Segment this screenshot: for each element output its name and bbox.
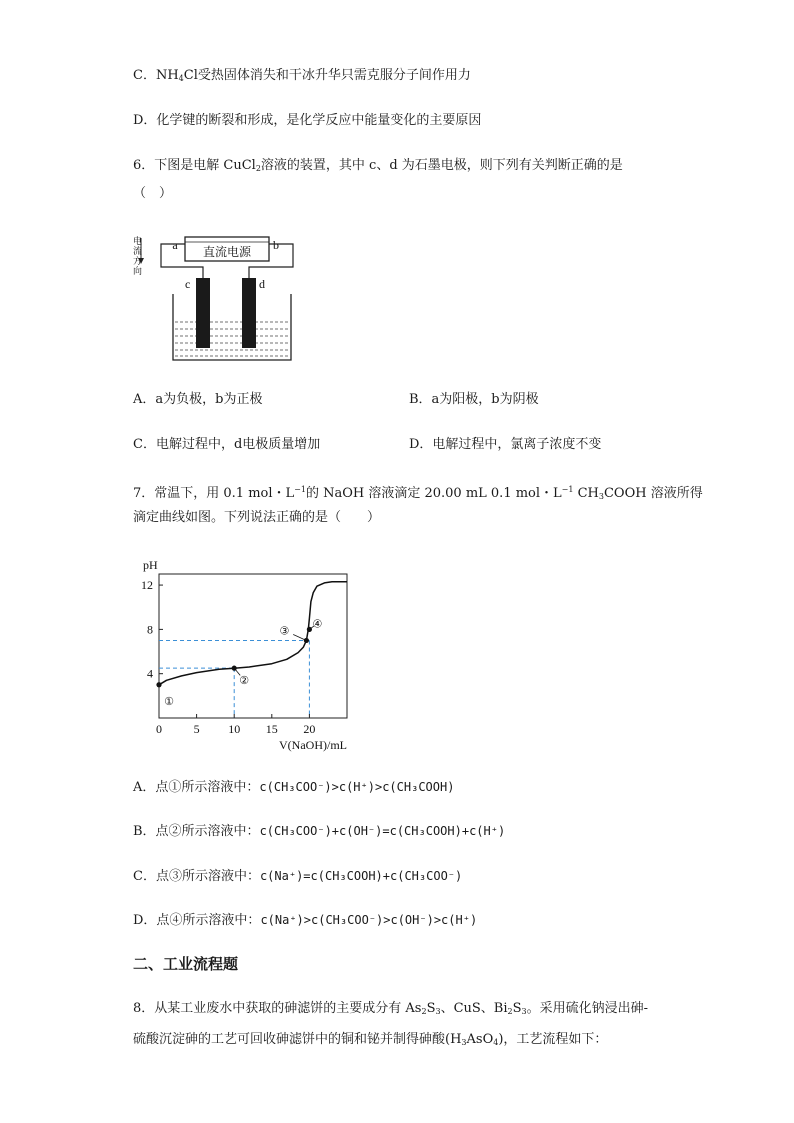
y-tick-label: 4: [147, 666, 153, 681]
terminal-a-label: a: [172, 238, 178, 252]
q8-l1-s4: 3: [521, 1007, 527, 1016]
q7-option-b-prefix: B．点②所示溶液中：: [133, 824, 260, 839]
power-supply-label: 直流电源: [202, 245, 252, 259]
q7-stem-a: 7．常温下，用 0.1 mol・L: [133, 486, 295, 501]
q8-l1-a: 8．从某工业废水中获取的砷滤饼的主要成分有 As: [133, 1001, 422, 1016]
x-axis-label: V(NaOH)/mL: [279, 738, 347, 752]
q8-l1-d: S: [512, 1001, 522, 1016]
electrode-c-label: c: [185, 277, 191, 291]
x-tick-label: 10: [228, 722, 241, 736]
q8-l2-a: 硫酸沉淀砷的工艺可回收砷滤饼中的铜和铋并制得砷酸(H: [133, 1032, 462, 1047]
electrolysis-apparatus-figure: [133, 232, 298, 367]
q8-l2-s1: 3: [461, 1038, 467, 1047]
y-tick-label: 12: [141, 578, 153, 593]
x-tick-label: 5: [193, 722, 200, 736]
q7-option-b: [133, 822, 505, 841]
q7-stem-sup1: −1: [294, 485, 306, 494]
q5-option-d: D．化学键的断裂和形成，是化学反应中能量变化的主要原因: [133, 113, 482, 128]
q7-option-b-formula: c(CH₃COO⁻)+c(OH⁻)=c(CH₃COOH)+c(H⁺): [259, 824, 506, 838]
x-tick-label: 20: [303, 722, 316, 736]
q7-option-c-prefix: C．点③所示溶液中：: [133, 869, 260, 884]
q7-stem-b: 的 NaOH 溶液滴定 20.00 mL 0.1 mol・L: [305, 486, 562, 501]
q6-answer-parens: （ ）: [133, 186, 173, 201]
titration-curve: [159, 582, 347, 688]
q6-stem: [133, 157, 623, 178]
q5-option-c-sub: 4: [178, 74, 184, 83]
q8-l1-s3: 2: [507, 1007, 513, 1016]
q6-option-c: C．电解过程中，d电极质量增加: [133, 437, 321, 452]
q8-stem-line2: [133, 1031, 607, 1052]
q8-l2-b: AsO: [466, 1032, 494, 1047]
y-tick-label: 8: [147, 622, 153, 637]
q7-stem-sub: 3: [598, 492, 604, 501]
q8-l1-b: S: [426, 1001, 436, 1016]
svg-text:流: 流: [133, 246, 143, 256]
svg-text:电: 电: [133, 236, 143, 246]
electrode-c: [196, 278, 210, 348]
q8-l2-c: )，工艺流程如下：: [498, 1032, 608, 1047]
point-marker: [156, 682, 161, 687]
q7-option-c: [133, 867, 462, 886]
q8-l1-e: 。采用硫化钠浸出砷-: [526, 1001, 648, 1016]
q7-stem-sup2: −1: [561, 485, 574, 494]
q7-stem-d: COOH 溶液所得: [603, 486, 703, 501]
point-leader-line: [293, 634, 306, 640]
q5-option-c-text: Cl受热固体消失和干冰升华只需克服分子间作用力: [183, 68, 471, 83]
current-direction-label: [133, 235, 142, 276]
q8-l2-s2: 4: [493, 1038, 499, 1047]
q7-stem-c: CH: [573, 486, 599, 501]
x-tick-label: 15: [265, 722, 278, 736]
q7-option-a: [133, 778, 454, 797]
svg-text:方: 方: [133, 256, 143, 266]
svg-text:向: 向: [133, 266, 143, 276]
point-label: ②: [239, 675, 250, 688]
q7-option-d-formula: c(Na⁺)>c(CH₃COO⁻)>c(OH⁻)>c(H⁺): [260, 913, 478, 927]
x-tick-label: 0: [156, 722, 162, 736]
q7-stem-line2: 滴定曲线如图。下列说法正确的是（ ）: [133, 510, 381, 525]
terminal-b-label: b: [273, 238, 279, 252]
y-axis-label: pH: [143, 558, 158, 572]
q7-stem-line1: [133, 481, 703, 506]
q6-stem-pre: 6．下图是电解 CuCl: [133, 158, 256, 173]
electrode-d: [242, 278, 256, 348]
q7-option-a-prefix: A．点①所示溶液中：: [133, 780, 260, 795]
q6-stem-sub: 2: [255, 164, 261, 173]
q5-option-c-prefix: C．NH: [133, 68, 179, 83]
section-heading: 二、工业流程题: [133, 955, 239, 973]
point-label: ①: [164, 695, 174, 708]
q8-l1-c: 、CuS、Bi: [440, 1001, 508, 1016]
point-label: ④: [312, 618, 323, 631]
titration-curve-chart: [135, 556, 360, 752]
point-label: ③: [279, 625, 290, 638]
q7-option-c-formula: c(Na⁺)=c(CH₃COOH)+c(CH₃COO⁻): [259, 869, 463, 883]
chart-frame: [159, 574, 347, 718]
q6-option-b: B．a为阳极，b为阴极: [409, 392, 539, 407]
q7-option-d-prefix: D．点④所示溶液中：: [133, 913, 261, 928]
q6-stem-post: 溶液的装置，其中 c、d 为石墨电极，则下列有关判断正确的是: [260, 158, 623, 173]
q8-l1-s1: 2: [421, 1007, 427, 1016]
q8-l1-s2: 3: [435, 1007, 441, 1016]
q5-option-c: [133, 67, 471, 88]
point-marker: [304, 638, 309, 643]
q6-option-d: D．电解过程中，氯离子浓度不变: [409, 437, 602, 452]
q7-option-d: [133, 911, 477, 930]
electrode-d-label: d: [259, 277, 265, 291]
q6-option-a: A．a为负极，b为正极: [133, 392, 263, 407]
q8-stem-line1: [133, 1000, 648, 1021]
q7-option-a-formula: c(CH₃COO⁻)>c(H⁺)>c(CH₃COOH): [259, 780, 455, 794]
